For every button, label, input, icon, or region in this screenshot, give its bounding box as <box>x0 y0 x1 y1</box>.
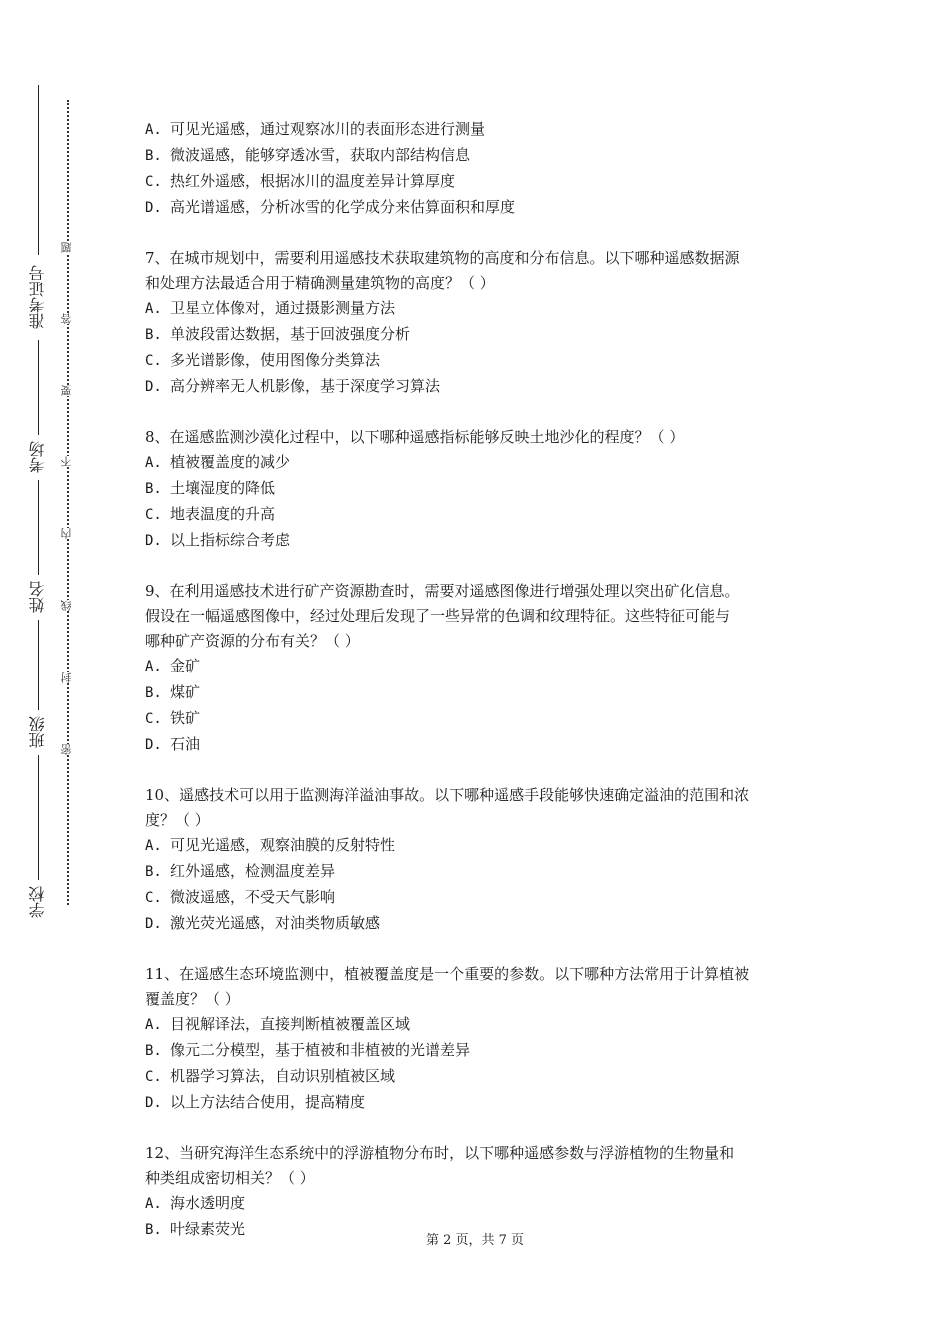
question-12 <box>145 1141 815 1243</box>
question-stem: 假设在一幅遥感图像中，经过处理后发现了一些异常的色调和纹理特征。这些特征可能与 <box>145 607 731 625</box>
question-8 <box>145 425 815 554</box>
option-b[interactable]: B. 红外遥感，检测温度差异 <box>145 862 336 880</box>
question-stem: 哪种矿产资源的分布有关？（ ） <box>145 632 360 650</box>
option-a[interactable]: A. 目视解译法，直接判断植被覆盖区域 <box>145 1015 411 1033</box>
option-c[interactable]: C. 热红外遥感，根据冰川的温度差异计算厚度 <box>145 172 456 190</box>
seal-char: 不 <box>60 456 76 467</box>
binding-line-segment <box>38 620 39 710</box>
binding-line-segment <box>38 85 39 255</box>
question-10 <box>145 783 815 937</box>
page-number: 第 2 页，共 7 页 <box>425 1233 525 1248</box>
seal-char: 封 <box>60 672 76 683</box>
option-b[interactable]: B. 单波段雷达数据，基于回波强度分析 <box>145 325 411 343</box>
question-11 <box>145 962 815 1116</box>
option-c[interactable]: C. 微波遥感，不受天气影响 <box>145 888 336 906</box>
option-c[interactable]: C. 多光谱影像，使用图像分类算法 <box>145 351 381 369</box>
option-b[interactable]: B. 叶绿素荧光 <box>145 1220 246 1238</box>
binding-line-segment <box>38 340 39 435</box>
option-d[interactable]: D. 石油 <box>145 735 201 753</box>
option-d[interactable]: D. 以上指标综合考虑 <box>145 531 291 549</box>
question-stem: 7、在城市规划中，需要利用遥感技术获取建筑物的高度和分布信息。以下哪种遥感数据源 <box>145 249 740 267</box>
option-a[interactable]: A. 可见光遥感，观察油膜的反射特性 <box>145 836 396 854</box>
option-d[interactable]: D. 以上方法结合使用，提高精度 <box>145 1093 366 1111</box>
option-b[interactable]: B. 微波遥感，能够穿透冰雪，获取内部结构信息 <box>145 146 471 164</box>
option-d[interactable]: D. 高光谱遥感，分析冰雪的化学成分来估算面积和厚度 <box>145 198 516 216</box>
seal-char: 内 <box>60 528 76 539</box>
option-b[interactable]: B. 像元二分模型，基于植被和非植被的光谱差异 <box>145 1041 471 1059</box>
option-a[interactable]: A. 植被覆盖度的减少 <box>145 453 291 471</box>
option-a[interactable]: A. 可见光遥感，通过观察冰川的表面形态进行测量 <box>145 120 486 138</box>
seal-char: 密 <box>60 744 76 755</box>
option-b[interactable]: B. 土壤湿度的降低 <box>145 479 276 497</box>
question-list <box>145 117 815 1243</box>
seal-char: 要 <box>60 385 76 396</box>
binding-label-name: 姓名 <box>28 581 47 614</box>
option-c[interactable]: C. 地表温度的升高 <box>145 505 276 523</box>
question-stem: 种类组成密切相关？（ ） <box>145 1169 315 1187</box>
option-d[interactable]: D. 激光荧光遥感，对油类物质敏感 <box>145 914 381 932</box>
binding-label-school: 学校 <box>28 886 47 919</box>
option-b[interactable]: B. 煤矿 <box>145 683 201 701</box>
question-6-options <box>145 117 815 221</box>
binding-line-segment <box>38 480 39 575</box>
question-stem: 覆盖度？（ ） <box>145 990 240 1008</box>
seal-dotted-line <box>67 100 69 905</box>
seal-char: 线 <box>60 600 76 611</box>
option-d[interactable]: D. 高分辨率无人机影像，基于深度学习算法 <box>145 377 441 395</box>
question-9 <box>145 579 815 758</box>
option-c[interactable]: C. 机器学习算法，自动识别植被区域 <box>145 1067 396 1085</box>
question-stem: 度？（ ） <box>145 811 210 829</box>
option-a[interactable]: A. 卫星立体像对，通过摄影测量方法 <box>145 299 396 317</box>
option-a[interactable]: A. 海水透明度 <box>145 1194 246 1212</box>
option-a[interactable]: A. 金矿 <box>145 657 201 675</box>
question-stem: 10、遥感技术可以用于监测海洋溢油事故。以下哪种遥感手段能够快速确定溢油的范围和浓 <box>145 786 750 804</box>
binding-label-class: 班级 <box>28 716 47 749</box>
seal-char: 题 <box>60 242 76 253</box>
binding-label-exam-room: 考场 <box>28 441 47 474</box>
question-stem: 11、在遥感生态环境监测中，植被覆盖度是一个重要的参数。以下哪种方法常用于计算植被 <box>145 965 750 983</box>
question-7 <box>145 246 815 400</box>
seal-char: 答 <box>60 313 76 324</box>
question-stem: 和处理方法最适合用于精确测量建筑物的高度？（ ） <box>145 274 495 292</box>
option-c[interactable]: C. 铁矿 <box>145 709 201 727</box>
question-stem: 9、在利用遥感技术进行矿产资源勘查时，需要对遥感图像进行增强处理以突出矿化信息。 <box>145 582 740 600</box>
binding-line-segment <box>38 755 39 880</box>
binding-label-exam-number: 准考证号 <box>28 265 47 330</box>
question-stem: 8、在遥感监测沙漠化过程中，以下哪种遥感指标能够反映土地沙化的程度？（ ） <box>145 428 685 446</box>
question-stem: 12、当研究海洋生态系统中的浮游植物分布时，以下哪种遥感参数与浮游植物的生物量和 <box>145 1144 735 1162</box>
